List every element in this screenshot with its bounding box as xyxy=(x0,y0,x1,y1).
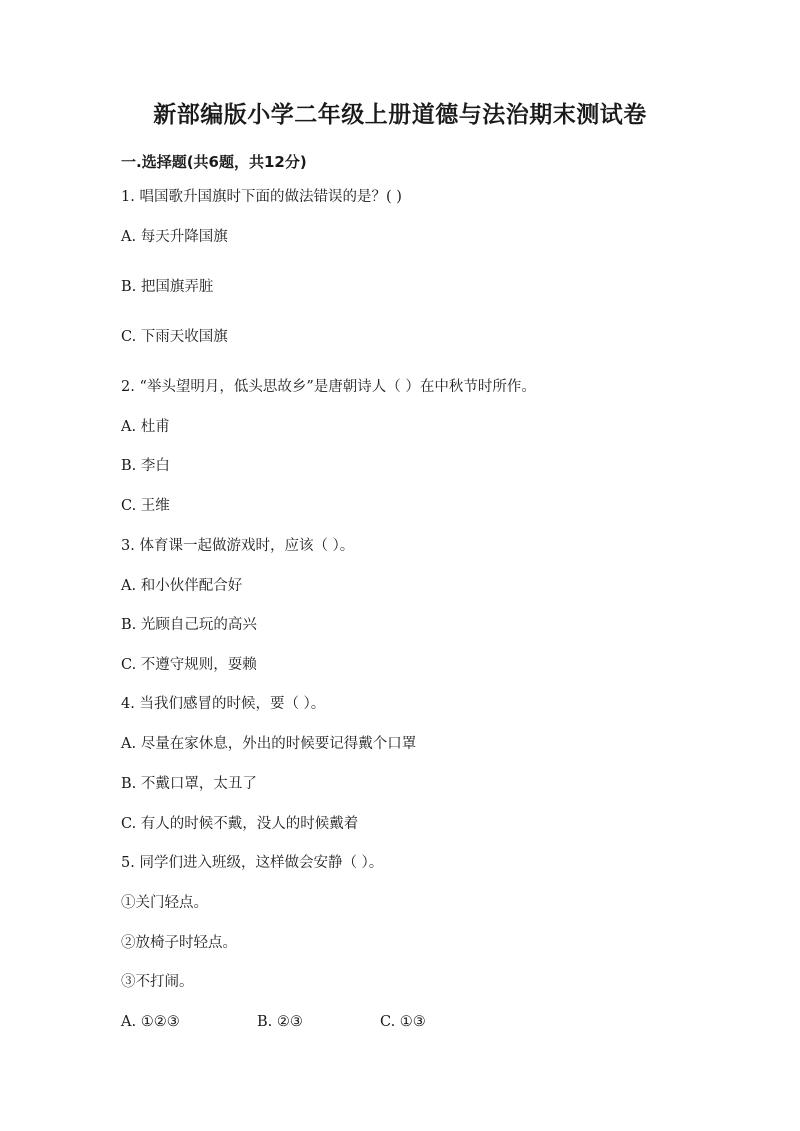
section-heading: 一.选择题(共6题，共12分) xyxy=(121,153,307,171)
question-2-option-b: B. 李白 xyxy=(121,458,170,474)
question-5-option-b: B. ②③ xyxy=(257,1014,303,1030)
question-5-option-a: A. ①②③ xyxy=(121,1014,180,1030)
question-1-option-b: B. 把国旗弄脏 xyxy=(121,279,214,295)
question-5-statement-3: ③不打闹。 xyxy=(121,974,194,990)
question-4-option-b: B. 不戴口罩，太丑了 xyxy=(121,776,257,792)
question-2-option-c: C. 王维 xyxy=(121,498,170,514)
question-1-option-c: C. 下雨天收国旗 xyxy=(121,329,228,345)
question-4-stem: 4. 当我们感冒的时候，要（ ）。 xyxy=(121,696,326,712)
question-5-stem: 5. 同学们进入班级，这样做会安静（ ）。 xyxy=(121,855,384,871)
question-5-statement-1: ①关门轻点。 xyxy=(121,895,208,911)
page-title: 新部编版小学二年级上册道德与法治期末测试卷 xyxy=(153,101,647,128)
question-4-option-c: C. 有人的时候不戴，没人的时候戴着 xyxy=(121,816,359,832)
question-4-option-a: A. 尽量在家休息，外出的时候要记得戴个口罩 xyxy=(121,736,417,752)
question-3-option-a: A. 和小伙伴配合好 xyxy=(121,578,243,594)
question-1-option-a: A. 每天升降国旗 xyxy=(121,229,228,245)
question-2-stem: 2. “举头望明月，低头思故乡”是唐朝诗人（ ）在中秋节时所作。 xyxy=(121,379,536,395)
question-5-option-c: C. ①③ xyxy=(380,1014,426,1030)
question-3-option-b: B. 光顾自己玩的高兴 xyxy=(121,617,257,633)
question-1-stem: 1. 唱国歌升国旗时下面的做法错误的是？( ) xyxy=(121,189,402,205)
question-3-stem: 3. 体育课一起做游戏时，应该（ ）。 xyxy=(121,538,355,554)
question-3-option-c: C. 不遵守规则，耍赖 xyxy=(121,657,257,673)
question-5-statement-2: ②放椅子时轻点。 xyxy=(121,935,237,951)
question-2-option-a: A. 杜甫 xyxy=(121,419,170,435)
